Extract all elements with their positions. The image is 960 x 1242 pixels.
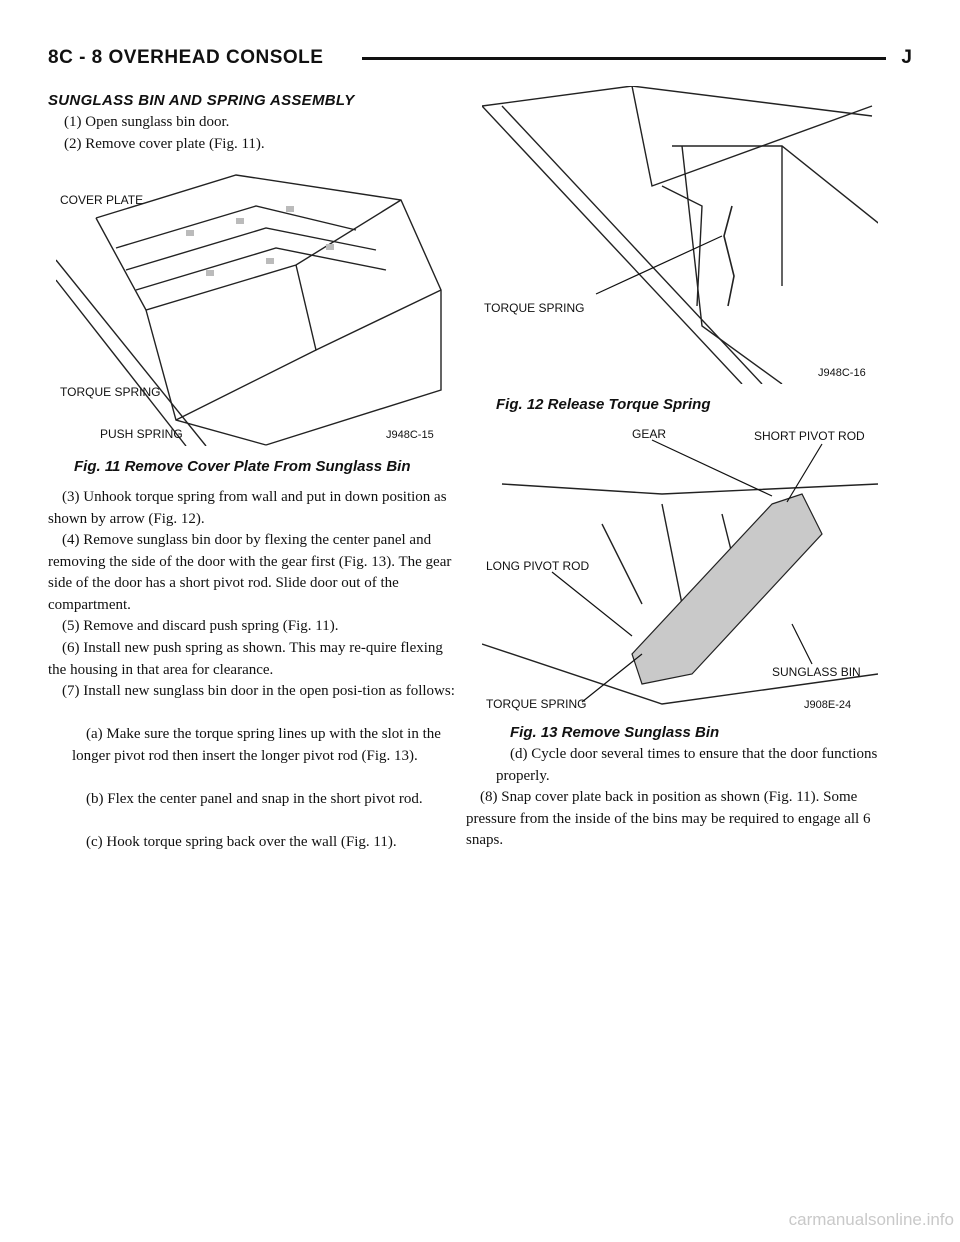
fig11-code: J948C-15 <box>386 429 434 441</box>
step-7d: (d) Cycle door several times to ensure that the door functions properly. <box>496 746 878 784</box>
fig13-label-gear: GEAR <box>632 427 667 441</box>
step-4: (4) Remove sunglass bin door by flexing the center panel and removing the side of the door with the gear first (Fig. 13). The gear side of the door has a short pivot rod. Slide door out of the compartment. <box>48 532 452 613</box>
figure-13 <box>482 424 878 714</box>
figure-12 <box>482 86 878 384</box>
fig13-label-sunglass-bin: SUNGLASS BIN <box>772 665 861 679</box>
step-3: (3) Unhook torque spring from wall and put in down position as shown by arrow (Fig. 12). <box>48 489 447 527</box>
step-2: (2) Remove cover plate (Fig. 11). <box>64 136 265 152</box>
fig13-code: J908E-24 <box>804 699 852 711</box>
fig13-label-long-pivot-rod: LONG PIVOT ROD <box>486 559 590 573</box>
step-8: (8) Snap cover plate back in position as shown (Fig. 11). Some pressure from the inside of the bins may be required to engage all 6 snaps. <box>466 789 871 849</box>
fig11-caption: Fig. 11 Remove Cover Plate From Sunglass Bin <box>74 458 411 475</box>
step-5: (5) Remove and discard push spring (Fig. 11). <box>62 618 339 634</box>
fig11-label-torque-spring: TORQUE SPRING <box>60 385 161 399</box>
fig11-label-push-spring: PUSH SPRING <box>100 427 183 441</box>
fig11-label-cover-plate: COVER PLATE <box>60 193 144 207</box>
header-section: 8C - 8 OVERHEAD CONSOLE <box>48 47 324 68</box>
section-title: SUNGLASS BIN AND SPRING ASSEMBLY <box>48 92 355 109</box>
fig13-caption: Fig. 13 Remove Sunglass Bin <box>510 724 720 741</box>
header-edition: J <box>901 47 912 68</box>
fig13-label-short-pivot-rod: SHORT PIVOT ROD <box>754 429 865 443</box>
fig13-label-torque-spring: TORQUE SPRING <box>486 697 587 711</box>
footer-watermark: carmanualsonline.info <box>788 1210 954 1229</box>
fig12-code: J948C-16 <box>818 367 866 379</box>
step-1: (1) Open sunglass bin door. <box>64 114 230 130</box>
step-6: (6) Install new push spring as shown. This may re-quire flexing the housing in that area for clearance. <box>48 640 443 678</box>
fig12-caption: Fig. 12 Release Torque Spring <box>496 396 711 413</box>
page-header <box>48 47 912 71</box>
fig12-label-torque-spring: TORQUE SPRING <box>484 301 585 315</box>
step-7c: (c) Hook torque spring back over the wall (Fig. 11). <box>86 834 397 850</box>
step-7a: (a) Make sure the torque spring lines up with the slot in the longer pivot rod then insert the longer pivot rod (Fig. 13). <box>72 726 441 764</box>
figure-11 <box>56 170 450 446</box>
step-7: (7) Install new sunglass bin door in the open posi-tion as follows: <box>62 683 455 699</box>
step-7b: (b) Flex the center panel and snap in the short pivot rod. <box>86 791 423 807</box>
header-rule <box>362 57 886 60</box>
